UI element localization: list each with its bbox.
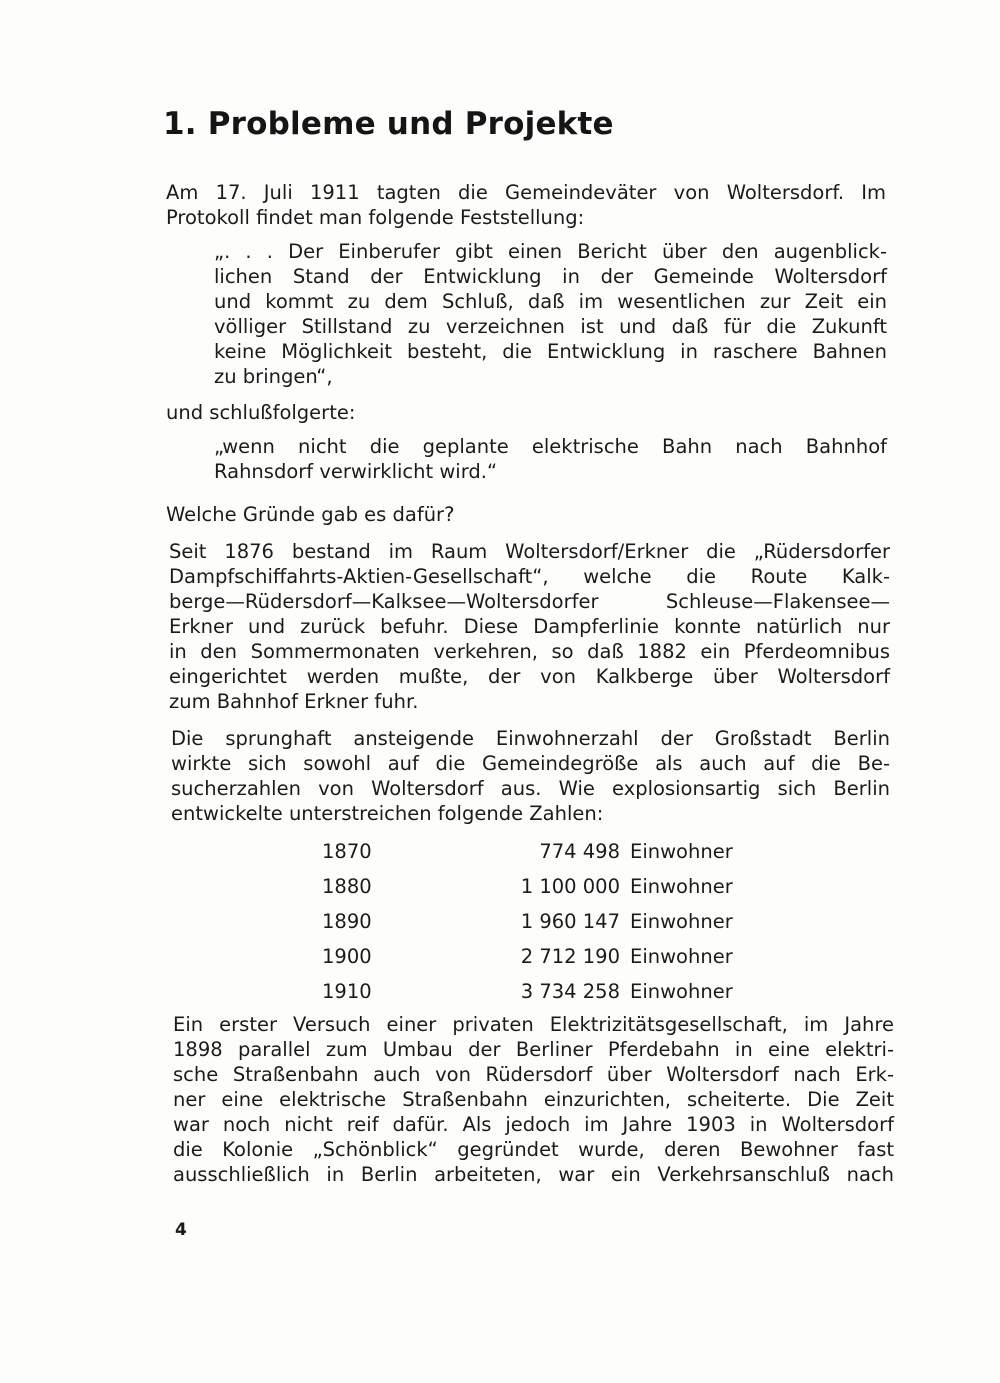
text-line: ner eine elektrische Straßenbahn einzurichten, scheiterte. Die Zeit [173,1088,894,1111]
unit-cell: Einwohner [630,840,733,863]
year-cell: 1890 [322,910,372,933]
paragraph-population [171,726,890,826]
population-table [322,834,733,1009]
count-cell: 2 712 190 [520,945,620,968]
text-line: zu bringen“, [214,365,333,388]
text-line: Rahnsdorf verwirklicht wird.“ [214,460,498,483]
text-line: sucherzahlen von Woltersdorf aus. Wie explosionsartig sich Berlin [171,777,890,800]
text-line: die Kolonie „Schönblick“ gegründet wurde, deren Bewohner fast [173,1138,894,1161]
text-line: Seit 1876 bestand im Raum Woltersdorf/Erkner die „Rüdersdorfer [169,540,890,563]
text-line: lichen Stand der Entwicklung in der Gemeinde Woltersdorf [214,265,887,288]
unit-cell: Einwohner [630,910,733,933]
count-cell: 1 100 000 [520,875,620,898]
unit-cell: Einwohner [630,945,733,968]
text-line: war noch nicht reif dafür. Als jedoch im Jahre 1903 in Woltersdorf [173,1113,894,1136]
text-line: Ein erster Versuch einer privaten Elektrizitätsgesellschaft, im Jahre [173,1013,894,1036]
count-cell: 3 734 258 [520,980,620,1003]
quote-block-2 [214,434,887,484]
text-line: „wenn nicht die geplante elektrische Bahn nach Bahnhof [214,435,887,458]
paragraph-electric-tram [173,1012,894,1187]
year-cell: 1910 [322,980,372,1003]
text-line: sche Straßenbahn auch von Rüdersdorf über Woltersdorf nach Erk- [173,1063,894,1086]
table-row [322,939,733,974]
count-cell: 1 960 147 [520,910,620,933]
year-cell: 1900 [322,945,372,968]
year-cell: 1880 [322,875,372,898]
text-line: eingerichtet werden mußte, der von Kalkberge über Woltersdorf [169,665,890,688]
page-number: 4 [175,1220,187,1240]
text-line: Protokoll findet man folgende Feststellung: [166,206,585,229]
quote-block-1 [214,239,887,389]
text-line: wirkte sich sowohl auf die Gemeindegröße als auch auf die Be- [171,752,890,775]
text-line: ausschließlich in Berlin arbeiteten, war ein Verkehrsanschluß nach [173,1163,894,1186]
chapter-heading: 1. Probleme und Projekte [163,106,614,142]
table-row [322,834,733,869]
text-line: „. . . Der Einberufer gibt einen Bericht über den augenblick- [214,240,887,263]
text-line: und kommt zu dem Schluß, daß im wesentlichen zur Zeit ein [214,290,887,313]
text-line: zum Bahnhof Erkner fuhr. [169,690,419,713]
text-line: Die sprunghaft ansteigende Einwohnerzahl der Großstadt Berlin [171,727,890,750]
question-line [166,502,666,527]
text-line: völliger Stillstand zu verzeichnen ist und daß für die Zukunft [214,315,887,338]
unit-cell: Einwohner [630,875,733,898]
table-row [322,904,733,939]
conclusion-label [166,400,566,425]
text-line: Welche Gründe gab es dafür? [166,503,455,526]
text-line: berge—Rüdersdorf—Kalksee—Woltersdorfer Schleuse—Flakensee— [169,590,890,613]
intro-paragraph [166,180,886,230]
table-row [322,869,733,904]
unit-cell: Einwohner [630,980,733,1003]
count-cell: 774 498 [539,840,620,863]
text-line: in den Sommermonaten verkehren, so daß 1882 ein Pferdeomnibus [169,640,890,663]
text-line: und schlußfolgerte: [166,401,356,424]
text-line: keine Möglichkeit besteht, die Entwicklung in raschere Bahnen [214,340,887,363]
text-line: 1898 parallel zum Umbau der Berliner Pferdebahn in eine elektri- [173,1038,894,1061]
text-line: Dampfschiffahrts-Aktien-Gesellschaft“, welche die Route Kalk- [169,565,890,588]
text-line: Am 17. Juli 1911 tagten die Gemeindeväter von Woltersdorf. Im [166,181,886,204]
text-line: entwickelte unterstreichen folgende Zahlen: [171,802,604,825]
year-cell: 1870 [322,840,372,863]
paragraph-steamer [169,539,890,714]
text-line: Erkner und zurück befuhr. Diese Dampferlinie konnte natürlich nur [169,615,890,638]
table-row [322,974,733,1009]
